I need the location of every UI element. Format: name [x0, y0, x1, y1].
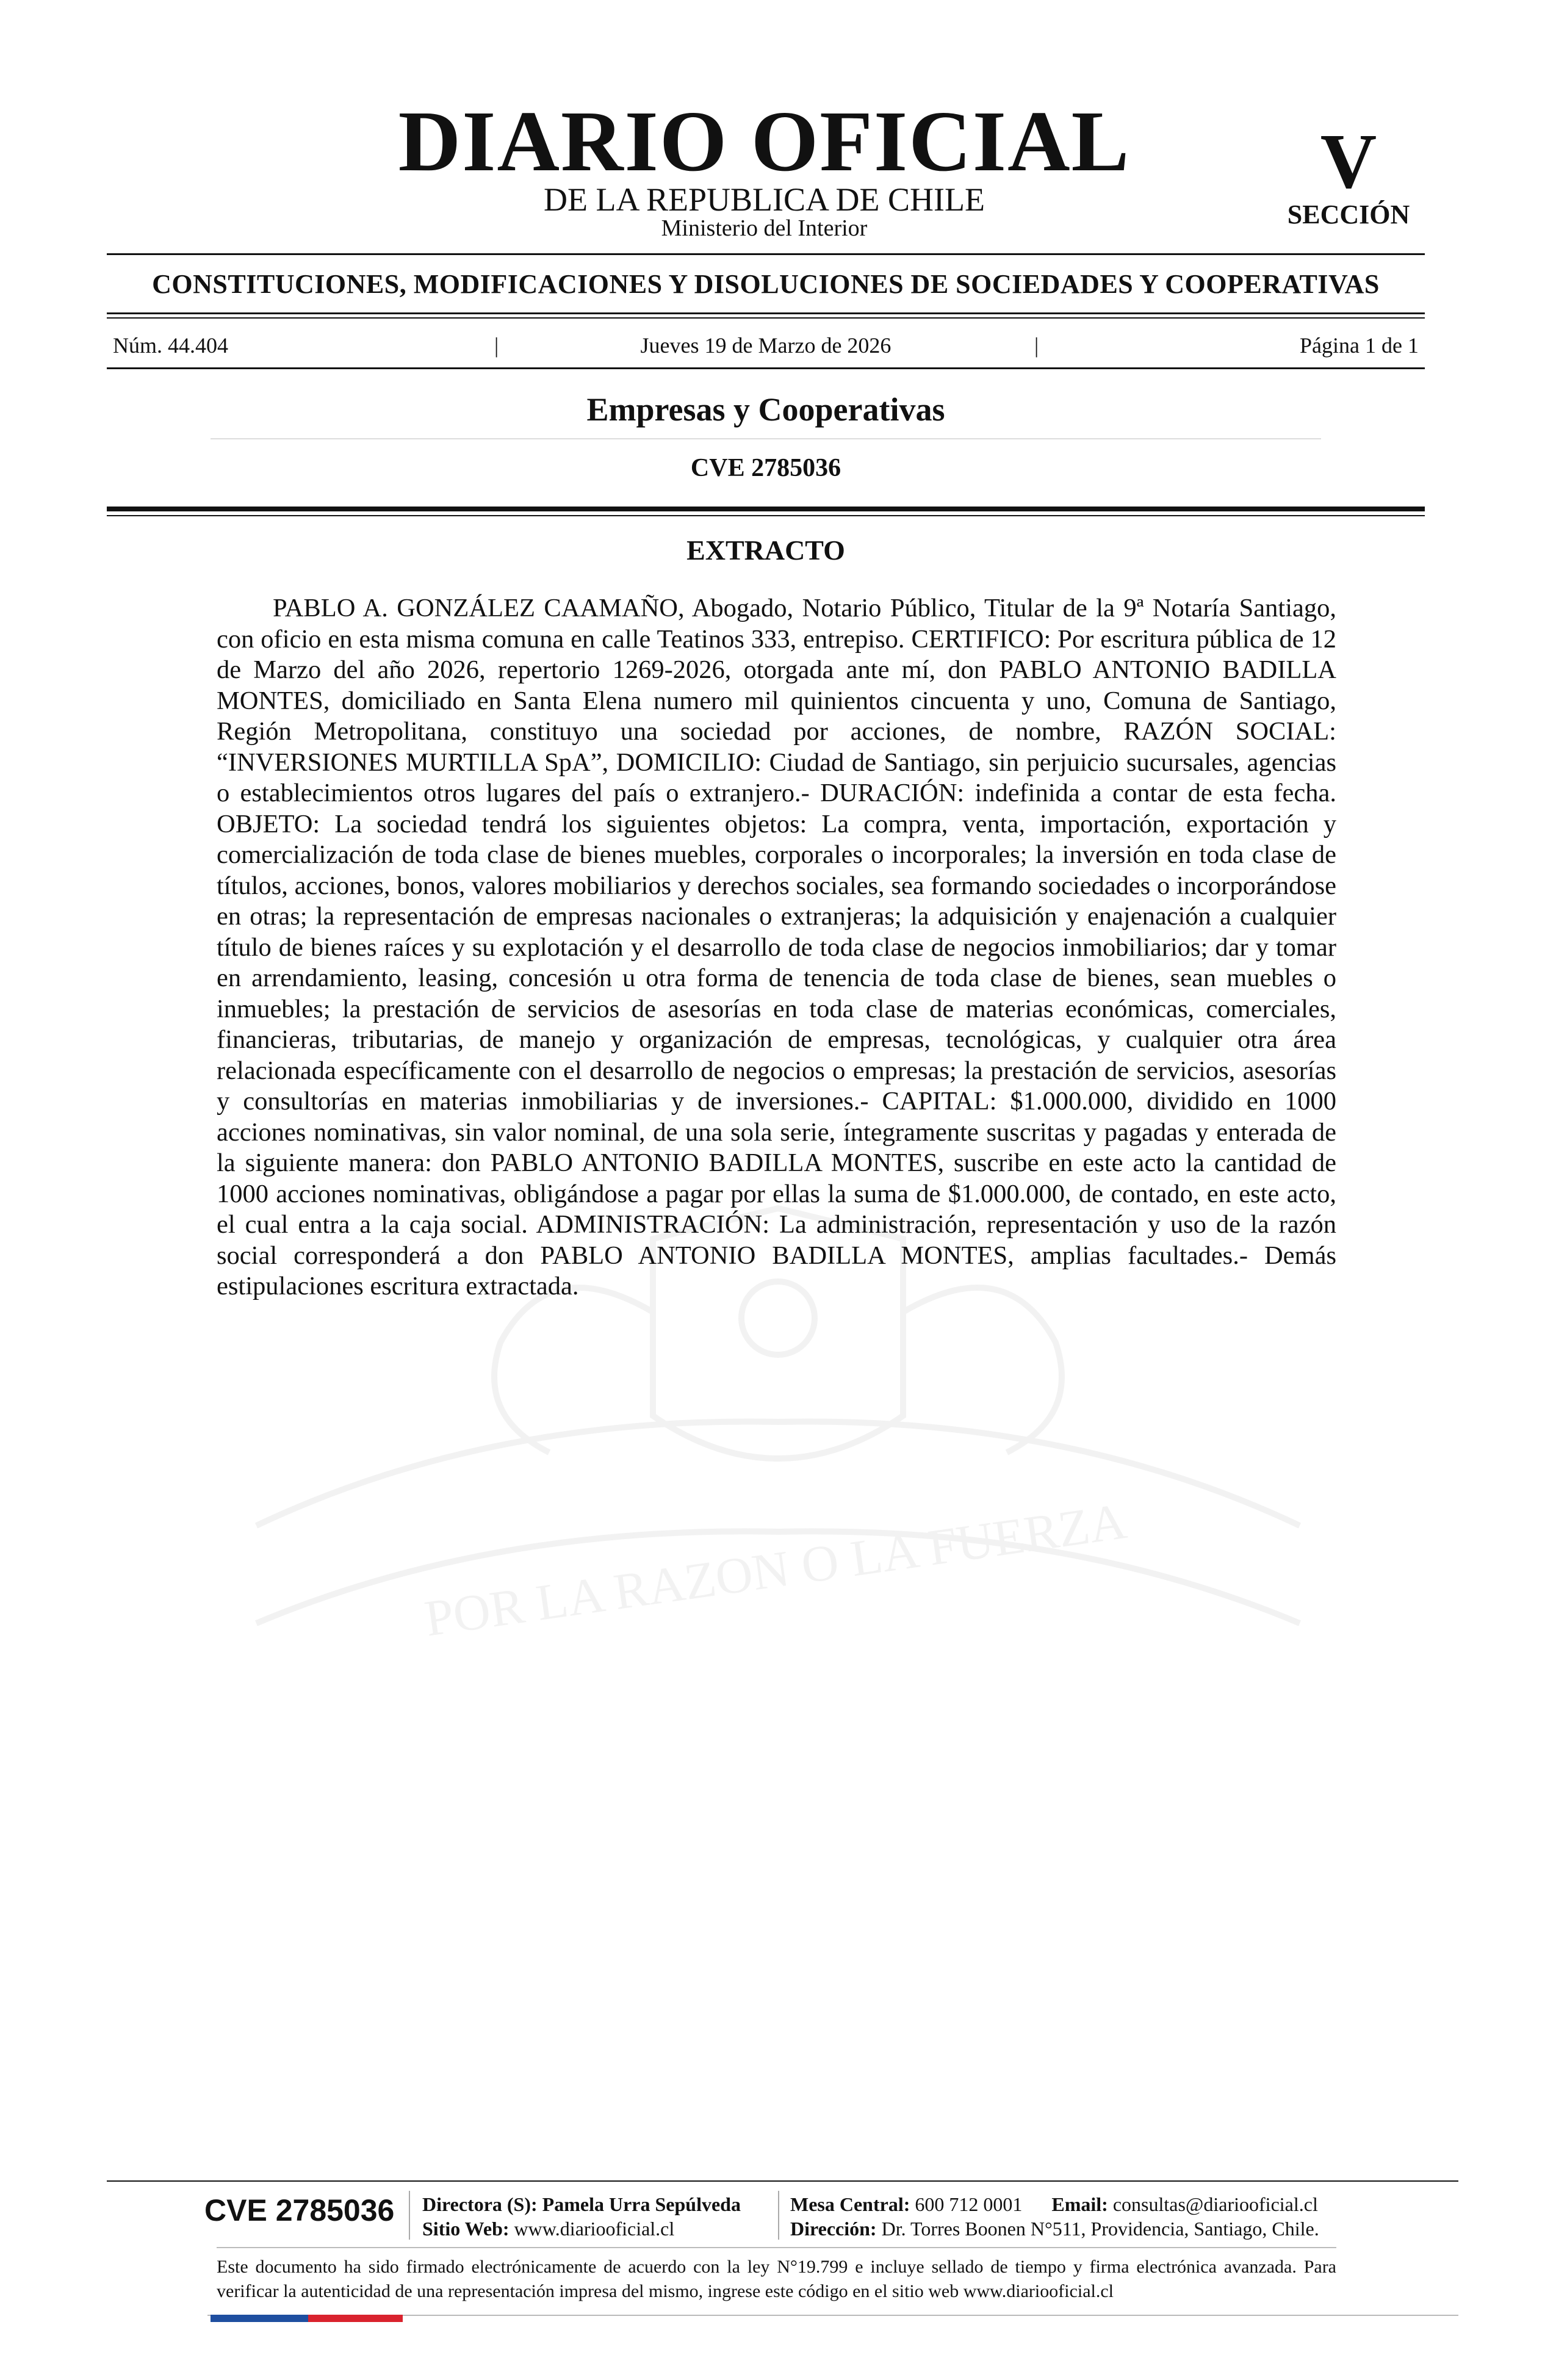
banner-rule-bottom	[107, 317, 1425, 319]
website-label: Sitio Web:	[422, 2218, 510, 2240]
footer-divider	[217, 2247, 1336, 2248]
phone-number: 600 712 0001	[915, 2193, 1023, 2215]
footer-director	[422, 2192, 741, 2216]
category-heading: Empresas y Cooperativas	[586, 391, 945, 428]
document-body: PABLO A. GONZÁLEZ CAAMAÑO, Abogado, Notario Público, Titular de la 9ª Notaría Santiago, con oficio en esta misma comuna en calle Teatinos 333, entrepiso. CERTIFICO: Por escritura pública de 12 de Marzo del año 2026, repertorio 1269-2026, otorgada ante mí, don PABLO ANTONIO BADILLA MONTES, domiciliado en Santa Elena numero mil quinientos cincuenta y uno, Comuna de Santiago, Región Metropolitana, constituyo una sociedad por acciones, de nombre, RAZÓN SOCIAL: “INVERSIONES MURTILLA SpA”, DOMICILIO: Ciudad de Santiago, sin perjuicio sucursales, agencias o establecimientos otros lugares del país o extranjero.- DURACIÓN: indefinida a contar de esta fecha. OBJETO: La sociedad tendrá los siguientes objetos: La compra, venta, importación, exportación y comercialización de toda clase de bienes muebles, corporales o incorporales; la inversión en toda clase de títulos, acciones, bonos, valores mobiliarios y derechos sociales, sea formando sociedades o incorporándose en otras; la representación de empresas nacionales o extranjeras; la adquisición y enajenación a cualquier título de bienes raíces y su explotación y el desarrollo de toda clase de negocios inmobiliarios; dar y tomar en arrendamiento, leasing, concesión u otra forma de tenencia de toda clase de bienes, sean muebles o inmuebles; la prestación de servicios de asesorías en toda clase de materias económicas, comerciales, financieras, tributarias, de manejo y organización de empresas, tecnológicas, y cualquier otra área relacionada específicamente con el desarrollo de negocios o empresas; la prestación de servicios, asesorías y consultorías en materias inmobiliarias y de inversiones.- CAPITAL: $1.000.000, dividido en 1000 acciones nominativas, sin valor nominal, de una sola serie, íntegramente suscritas y pagadas y enterada de la siguiente manera: don PABLO ANTONIO BADILLA MONTES, suscribe en este acto la cantidad de 1000 acciones nominativas, obligándose a pagar por ellas la suma de $1.000.000, de contado, en este acto, el cual entra a la caja social. ADMINISTRACIÓN: La administración, representación y uso de la razón social corresponderá a don PABLO ANTONIO BADILLA MONTES, amplias facultades.- Demás estipulaciones escritura extractada.	[217, 594, 1336, 1300]
issue-number: Núm. 44.404	[113, 333, 228, 358]
masthead-rule	[107, 253, 1425, 255]
footer-separator	[409, 2191, 410, 2240]
page-count: Página 1 de 1	[1300, 333, 1419, 358]
cve-code: CVE 2785036	[690, 454, 841, 482]
footer-website	[422, 2216, 674, 2241]
address-label: Dirección:	[790, 2218, 877, 2240]
issue-date: Jueves 19 de Marzo de 2026	[640, 333, 891, 358]
footer-separator	[778, 2191, 779, 2240]
phone-label: Mesa Central:	[790, 2193, 910, 2215]
legal-notice: Este documento ha sido firmado electrónicamente de acuerdo con la ley N°19.799 e incluye sellado de tiempo y firma electrónica avanzada. Para verificar la autenticidad de una representación impresa del mismo, ingrese este código en el sitio web www.diariooficial.cl	[217, 2257, 1336, 2301]
issue-info-bar	[113, 333, 1419, 359]
email-label: Email:	[1051, 2193, 1108, 2215]
email-link[interactable]: consultas@diariooficial.cl	[1112, 2193, 1318, 2215]
address-text: Dr. Torres Boonen N°511, Providencia, Santiago, Chile.	[881, 2218, 1319, 2240]
footer-address	[790, 2216, 1319, 2241]
website-link[interactable]: www.diariooficial.cl	[514, 2218, 675, 2240]
ministry-label: Ministerio del Interior	[661, 215, 868, 241]
document-rule-thin	[107, 515, 1425, 516]
publication-subtitle: DE LA REPUBLICA DE CHILE	[544, 181, 985, 218]
section-banner: CONSTITUCIONES, MODIFICACIONES Y DISOLUCIONES DE SOCIEDADES Y COOPERATIVAS	[152, 269, 1380, 299]
banner-rule-top	[107, 312, 1425, 314]
info-separator: |	[1034, 333, 1039, 358]
flag-stripe-blue	[211, 2315, 308, 2322]
section-number: V	[1320, 118, 1377, 204]
publication-title: DIARIO OFICIAL	[398, 93, 1131, 189]
director-label: Directora (S):	[422, 2193, 538, 2215]
category-rule	[211, 438, 1321, 439]
footer-cve-code: CVE 2785036	[204, 2193, 395, 2227]
watermark-motto: POR LA RAZON O LA FUERZA	[421, 1493, 1130, 1648]
info-rule	[107, 367, 1425, 369]
footer-contact	[790, 2192, 1318, 2216]
document-rule-thick	[107, 507, 1425, 511]
flag-stripe-red	[308, 2315, 403, 2322]
masthead	[104, 85, 1425, 256]
info-separator: |	[494, 333, 499, 358]
director-name: Pamela Urra Sepúlveda	[542, 2193, 741, 2215]
footer-rule	[107, 2180, 1458, 2182]
document-heading: EXTRACTO	[686, 535, 845, 566]
section-label: SECCIÓN	[1287, 200, 1410, 229]
